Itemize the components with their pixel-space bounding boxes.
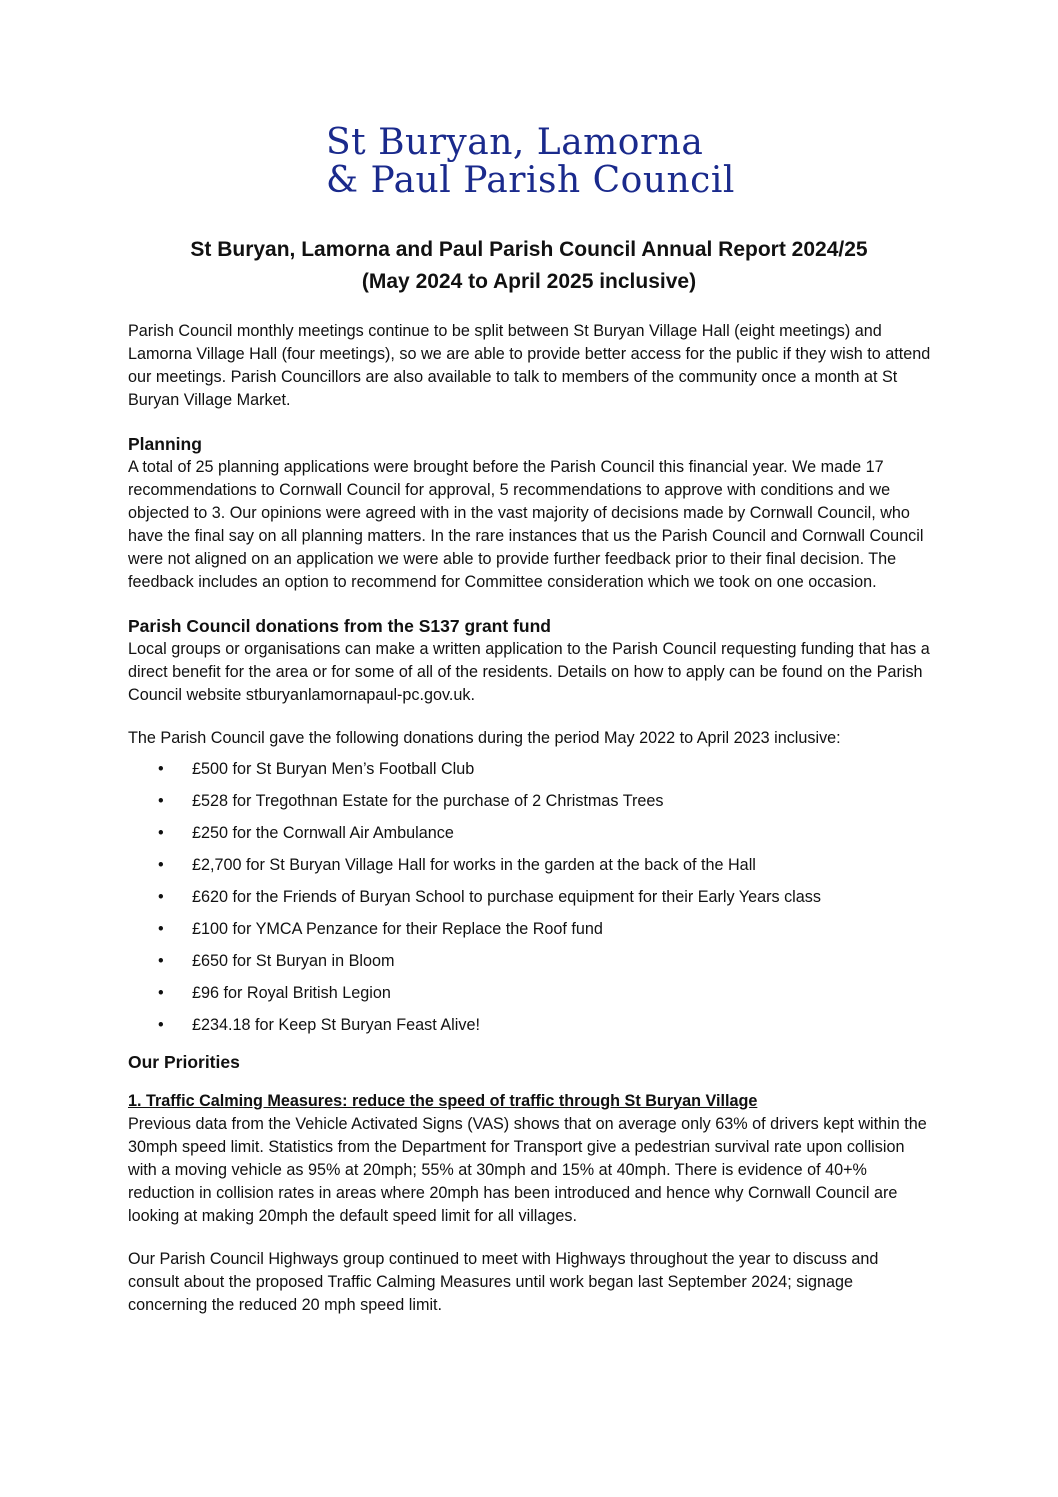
priorities-heading: Our Priorities bbox=[128, 1052, 240, 1072]
donation-text: £528 for Tregothnan Estate for the purchase of 2 Christmas Trees bbox=[192, 792, 664, 810]
list-item bbox=[128, 790, 933, 822]
planning-paragraph: A total of 25 planning applications were brought before the Parish Council this financial year. We made 17 recommendations to Cornwall Council for approval, 5 recommendations to approve with conditions and we objected to 3. Our opinions were agreed with in the vast majority of decisions made by Cornwall Council, who have the final say on all planning matters. In the rare instances that us the Parish Council and Cornwall Council were not aligned on an application we were able to provide further feedback prior to their final decision. The feedback includes an option to recommend for Committee consideration which we took on one occasion. bbox=[128, 458, 924, 591]
bullet-icon: • bbox=[158, 952, 164, 970]
donation-text: £650 for St Buryan in Bloom bbox=[192, 952, 395, 970]
bullet-icon: • bbox=[158, 984, 164, 1002]
traffic-paragraph-2: Our Parish Council Highways group continued to meet with Highways throughout the year to discuss and consult about the proposed Traffic Calming Measures until work began last September 2024; signage concerning the reduced 20 mph speed limit. bbox=[128, 1250, 879, 1314]
bullet-icon: • bbox=[158, 760, 164, 778]
traffic-paragraph-1: Previous data from the Vehicle Activated Signs (VAS) shows that on average only 63% of drivers kept within the 30mph speed limit. Statistics from the Department for Transport give a pedestrian survival rate upon collision with a moving vehicle as 95% at 20mph; 55% at 30mph and 15% at 40mph. There is evidence of 40+% reduction in collision rates in areas where 20mph has been introduced and hence why Cornwall Council are looking at making 20mph the default speed limit for all villages. bbox=[128, 1115, 927, 1225]
donations-heading: Parish Council donations from the S137 grant fund bbox=[128, 616, 551, 636]
list-item bbox=[128, 758, 933, 790]
list-item bbox=[128, 822, 933, 854]
intro-paragraph: Parish Council monthly meetings continue to be split between St Buryan Village Hall (eight meetings) and Lamorna Village Hall (four meetings), so we are able to provide better access for the public if they wish to attend our meetings. Parish Councillors are also available to talk to members of the community once a month at St Buryan Village Market. bbox=[128, 322, 931, 409]
logo-line-1: St Buryan, Lamorna bbox=[326, 122, 704, 163]
report-subtitle: (May 2024 to April 2025 inclusive) bbox=[361, 270, 697, 293]
bullet-icon: • bbox=[158, 920, 164, 938]
bullet-icon: • bbox=[158, 888, 164, 906]
planning-heading: Planning bbox=[128, 434, 202, 454]
donation-text: £2,700 for St Buryan Village Hall for works in the garden at the back of the Hall bbox=[192, 856, 756, 874]
donation-text: £620 for the Friends of Buryan School to purchase equipment for their Early Years class bbox=[192, 888, 821, 906]
bullet-icon: • bbox=[158, 856, 164, 874]
bullet-icon: • bbox=[158, 824, 164, 842]
donations-intro: The Parish Council gave the following donations during the period May 2022 to April 2023 inclusive: bbox=[128, 729, 841, 747]
traffic-subheading: 1. Traffic Calming Measures: reduce the speed of traffic through St Buryan Village bbox=[128, 1092, 758, 1110]
parish-council-logo bbox=[326, 124, 746, 200]
list-item bbox=[128, 982, 933, 1014]
donations-list bbox=[128, 758, 933, 1046]
donation-text: £250 for the Cornwall Air Ambulance bbox=[192, 824, 454, 842]
list-item bbox=[128, 886, 933, 918]
donations-paragraph: Local groups or organisations can make a written application to the Parish Council requesting funding that has a direct benefit for the area or for some of all of the residents. Details on how to apply can be found on the Parish Council website stburyanlamornapaul-pc.gov.uk. bbox=[128, 640, 930, 704]
list-item bbox=[128, 918, 933, 950]
report-body bbox=[128, 320, 933, 1317]
donation-text: £96 for Royal British Legion bbox=[192, 984, 391, 1002]
donation-text: £234.18 for Keep St Buryan Feast Alive! bbox=[192, 1016, 480, 1034]
donation-text: £500 for St Buryan Men’s Football Club bbox=[192, 760, 475, 778]
list-item bbox=[128, 1014, 933, 1046]
donation-text: £100 for YMCA Penzance for their Replace the Roof fund bbox=[192, 920, 603, 938]
report-title: St Buryan, Lamorna and Paul Parish Council Annual Report 2024/25 bbox=[190, 238, 868, 261]
list-item bbox=[128, 854, 933, 886]
logo-line-2: & Paul Parish Council bbox=[326, 160, 735, 201]
list-item bbox=[128, 950, 933, 982]
bullet-icon: • bbox=[158, 1016, 164, 1034]
bullet-icon: • bbox=[158, 792, 164, 810]
